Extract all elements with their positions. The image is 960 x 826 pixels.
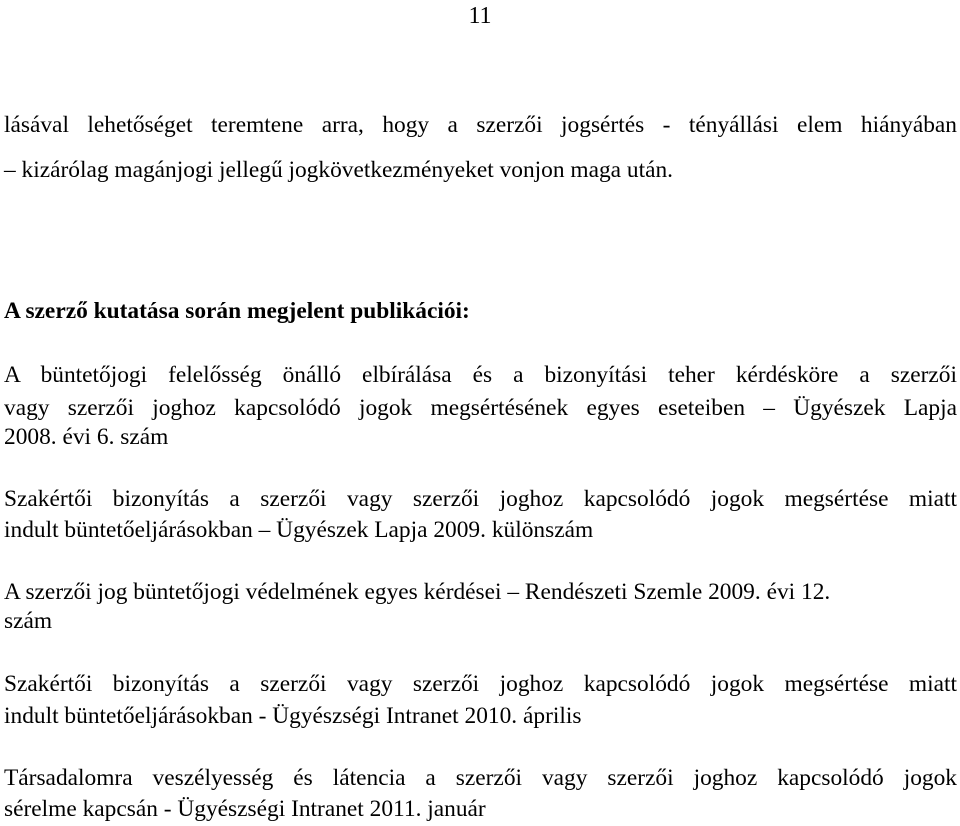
publication-line: 2008. évi 6. szám: [4, 424, 169, 450]
publication-line: vagy szerzői joghoz kapcsolódó jogok megsértésének egyes eseteiben – Ügyészek Lapja: [4, 395, 957, 421]
page-number: 11: [468, 3, 492, 29]
publications-heading: A szerző kutatása során megjelent publikációi:: [4, 298, 470, 324]
publication-line: indult büntetőeljárásokban – Ügyészek Lapja 2009. különszám: [4, 517, 594, 543]
publication-line: indult büntetőeljárásokban - Ügyészségi Intranet 2010. április: [4, 703, 582, 729]
publication-line: Szakértői bizonyítás a szerzői vagy szerzői joghoz kapcsolódó jogok megsértése miatt: [4, 486, 957, 512]
intro-line-2: – kizárólag magánjogi jellegű jogkövetkezményeket vonjon maga után.: [4, 157, 674, 183]
publication-line: A büntetőjogi felelősség önálló elbírálása és a bizonyítási teher kérdésköre a szerzői: [4, 362, 957, 388]
publication-line: szám: [4, 608, 53, 634]
publication-line: sérelme kapcsán - Ügyészségi Intranet 2011. január: [4, 796, 486, 822]
intro-line-1: lásával lehetőséget teremtene arra, hogy a szerzői jogsértés - tényállási elem hiányában: [4, 112, 957, 138]
publication-line: A szerzői jog büntetőjogi védelmének egyes kérdései – Rendészeti Szemle 2009. évi 12.: [4, 579, 831, 605]
publication-line: Társadalomra veszélyesség és látencia a szerzői vagy szerzői joghoz kapcsolódó jogok: [4, 765, 957, 791]
publication-line: Szakértői bizonyítás a szerzői vagy szerzői joghoz kapcsolódó jogok megsértése miatt: [4, 671, 957, 697]
